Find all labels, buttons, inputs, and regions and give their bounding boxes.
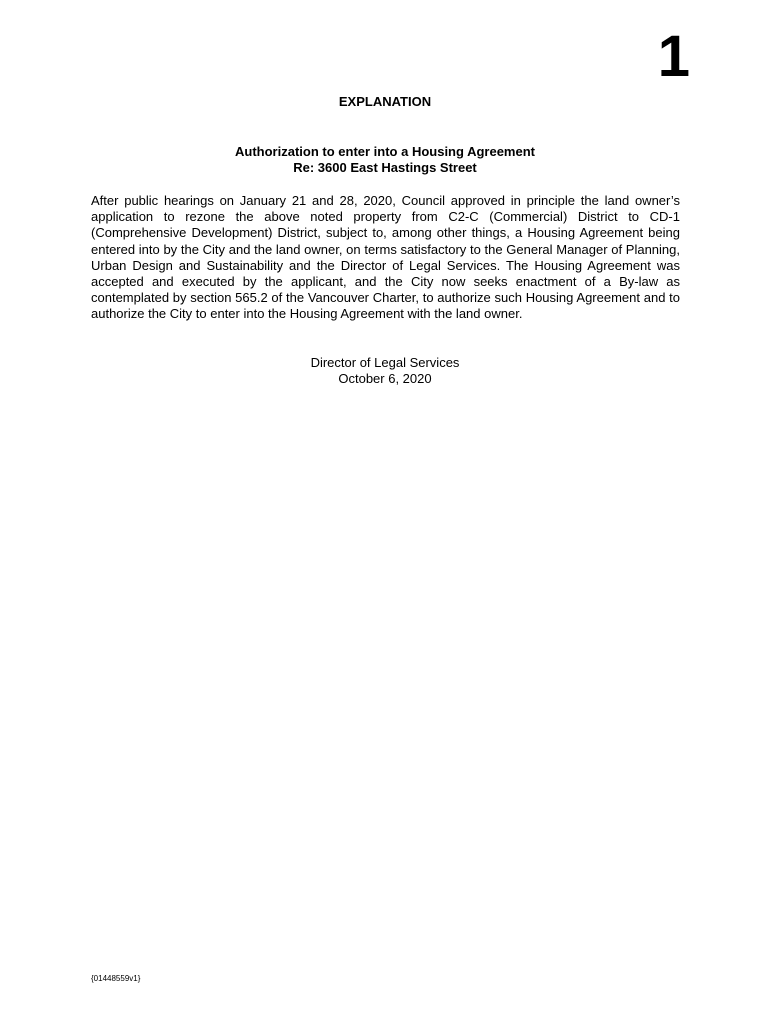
signature-date: October 6, 2020 bbox=[338, 371, 432, 386]
subject-address: Re: 3600 East Hastings Street bbox=[293, 160, 477, 175]
subject-block bbox=[0, 144, 770, 176]
subject-title: Authorization to enter into a Housing Agreement bbox=[235, 144, 535, 159]
explanation-paragraph: After public hearings on January 21 and 28, 2020, Council approved in principle the land owner’s application to rezone the above noted property from C2-C (Commercial) District to CD-1 (Comprehensive Development) District, subject to, among other things, a Housing Agreement being entered into by the City and the land owner, on terms satisfactory to the General Manager of Planning, Urban Design and Sustainability and the Director of Legal Services. The Housing Agreement was accepted and executed by the applicant, and the City now seeks enactment of a By-law as contemplated by section 565.2 of the Vancouver Charter, to authorize such Housing Agreement and to authorize the City to enter into the Housing Agreement with the land owner. bbox=[91, 193, 680, 322]
document-id: {01448559v1} bbox=[91, 974, 141, 983]
signature-block bbox=[0, 355, 770, 387]
document-heading: EXPLANATION bbox=[338, 94, 432, 109]
page-number: 1 bbox=[657, 24, 690, 89]
signature-title: Director of Legal Services bbox=[310, 355, 460, 370]
